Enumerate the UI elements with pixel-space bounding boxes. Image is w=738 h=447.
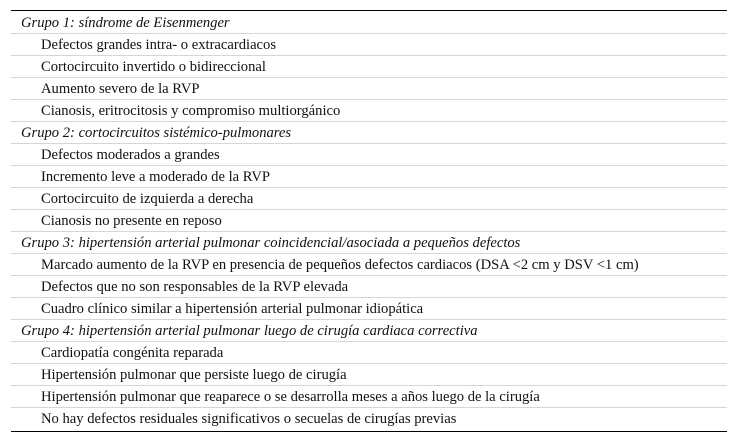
group-1-item: Cortocircuito invertido o bidireccional bbox=[11, 56, 727, 78]
group-1-title: Grupo 1: síndrome de Eisenmenger bbox=[11, 12, 727, 34]
group-3-item: Marcado aumento de la RVP en presencia de pequeños defectos cardiacos (DSA <2 cm y DSV <1 cm) bbox=[11, 254, 727, 276]
group-3-item: Defectos que no son responsables de la RVP elevada bbox=[11, 276, 727, 298]
classification-table bbox=[11, 10, 727, 432]
group-4-item: No hay defectos residuales significativos o secuelas de cirugías previas bbox=[41, 411, 457, 427]
group-2-item: Cianosis no presente en reposo bbox=[11, 210, 727, 232]
group-4-title: Grupo 4: hipertensión arterial pulmonar luego de cirugía cardiaca correctiva bbox=[11, 320, 727, 342]
group-3-item: Cuadro clínico similar a hipertensión arterial pulmonar idiopática bbox=[11, 298, 727, 320]
group-2-item: Cortocircuito de izquierda a derecha bbox=[11, 188, 727, 210]
group-2-item: Defectos moderados a grandes bbox=[11, 144, 727, 166]
group-4-item: Hipertensión pulmonar que reaparece o se desarrolla meses a años luego de la cirugía bbox=[11, 386, 727, 408]
group-4-item: Cardiopatía congénita reparada bbox=[11, 342, 727, 364]
group-2-title: Grupo 2: cortocircuitos sistémico-pulmonares bbox=[11, 122, 727, 144]
group-4-item: Hipertensión pulmonar que persiste luego de cirugía bbox=[11, 364, 727, 386]
group-1-item: Defectos grandes intra- o extracardiacos bbox=[11, 34, 727, 56]
group-3-title: Grupo 3: hipertensión arterial pulmonar coincidencial/asociada a pequeños defectos bbox=[11, 232, 727, 254]
group-2-item: Incremento leve a moderado de la RVP bbox=[11, 166, 727, 188]
group-1-item: Cianosis, eritrocitosis y compromiso multiorgánico bbox=[11, 100, 727, 122]
group-1-item: Aumento severo de la RVP bbox=[11, 78, 727, 100]
